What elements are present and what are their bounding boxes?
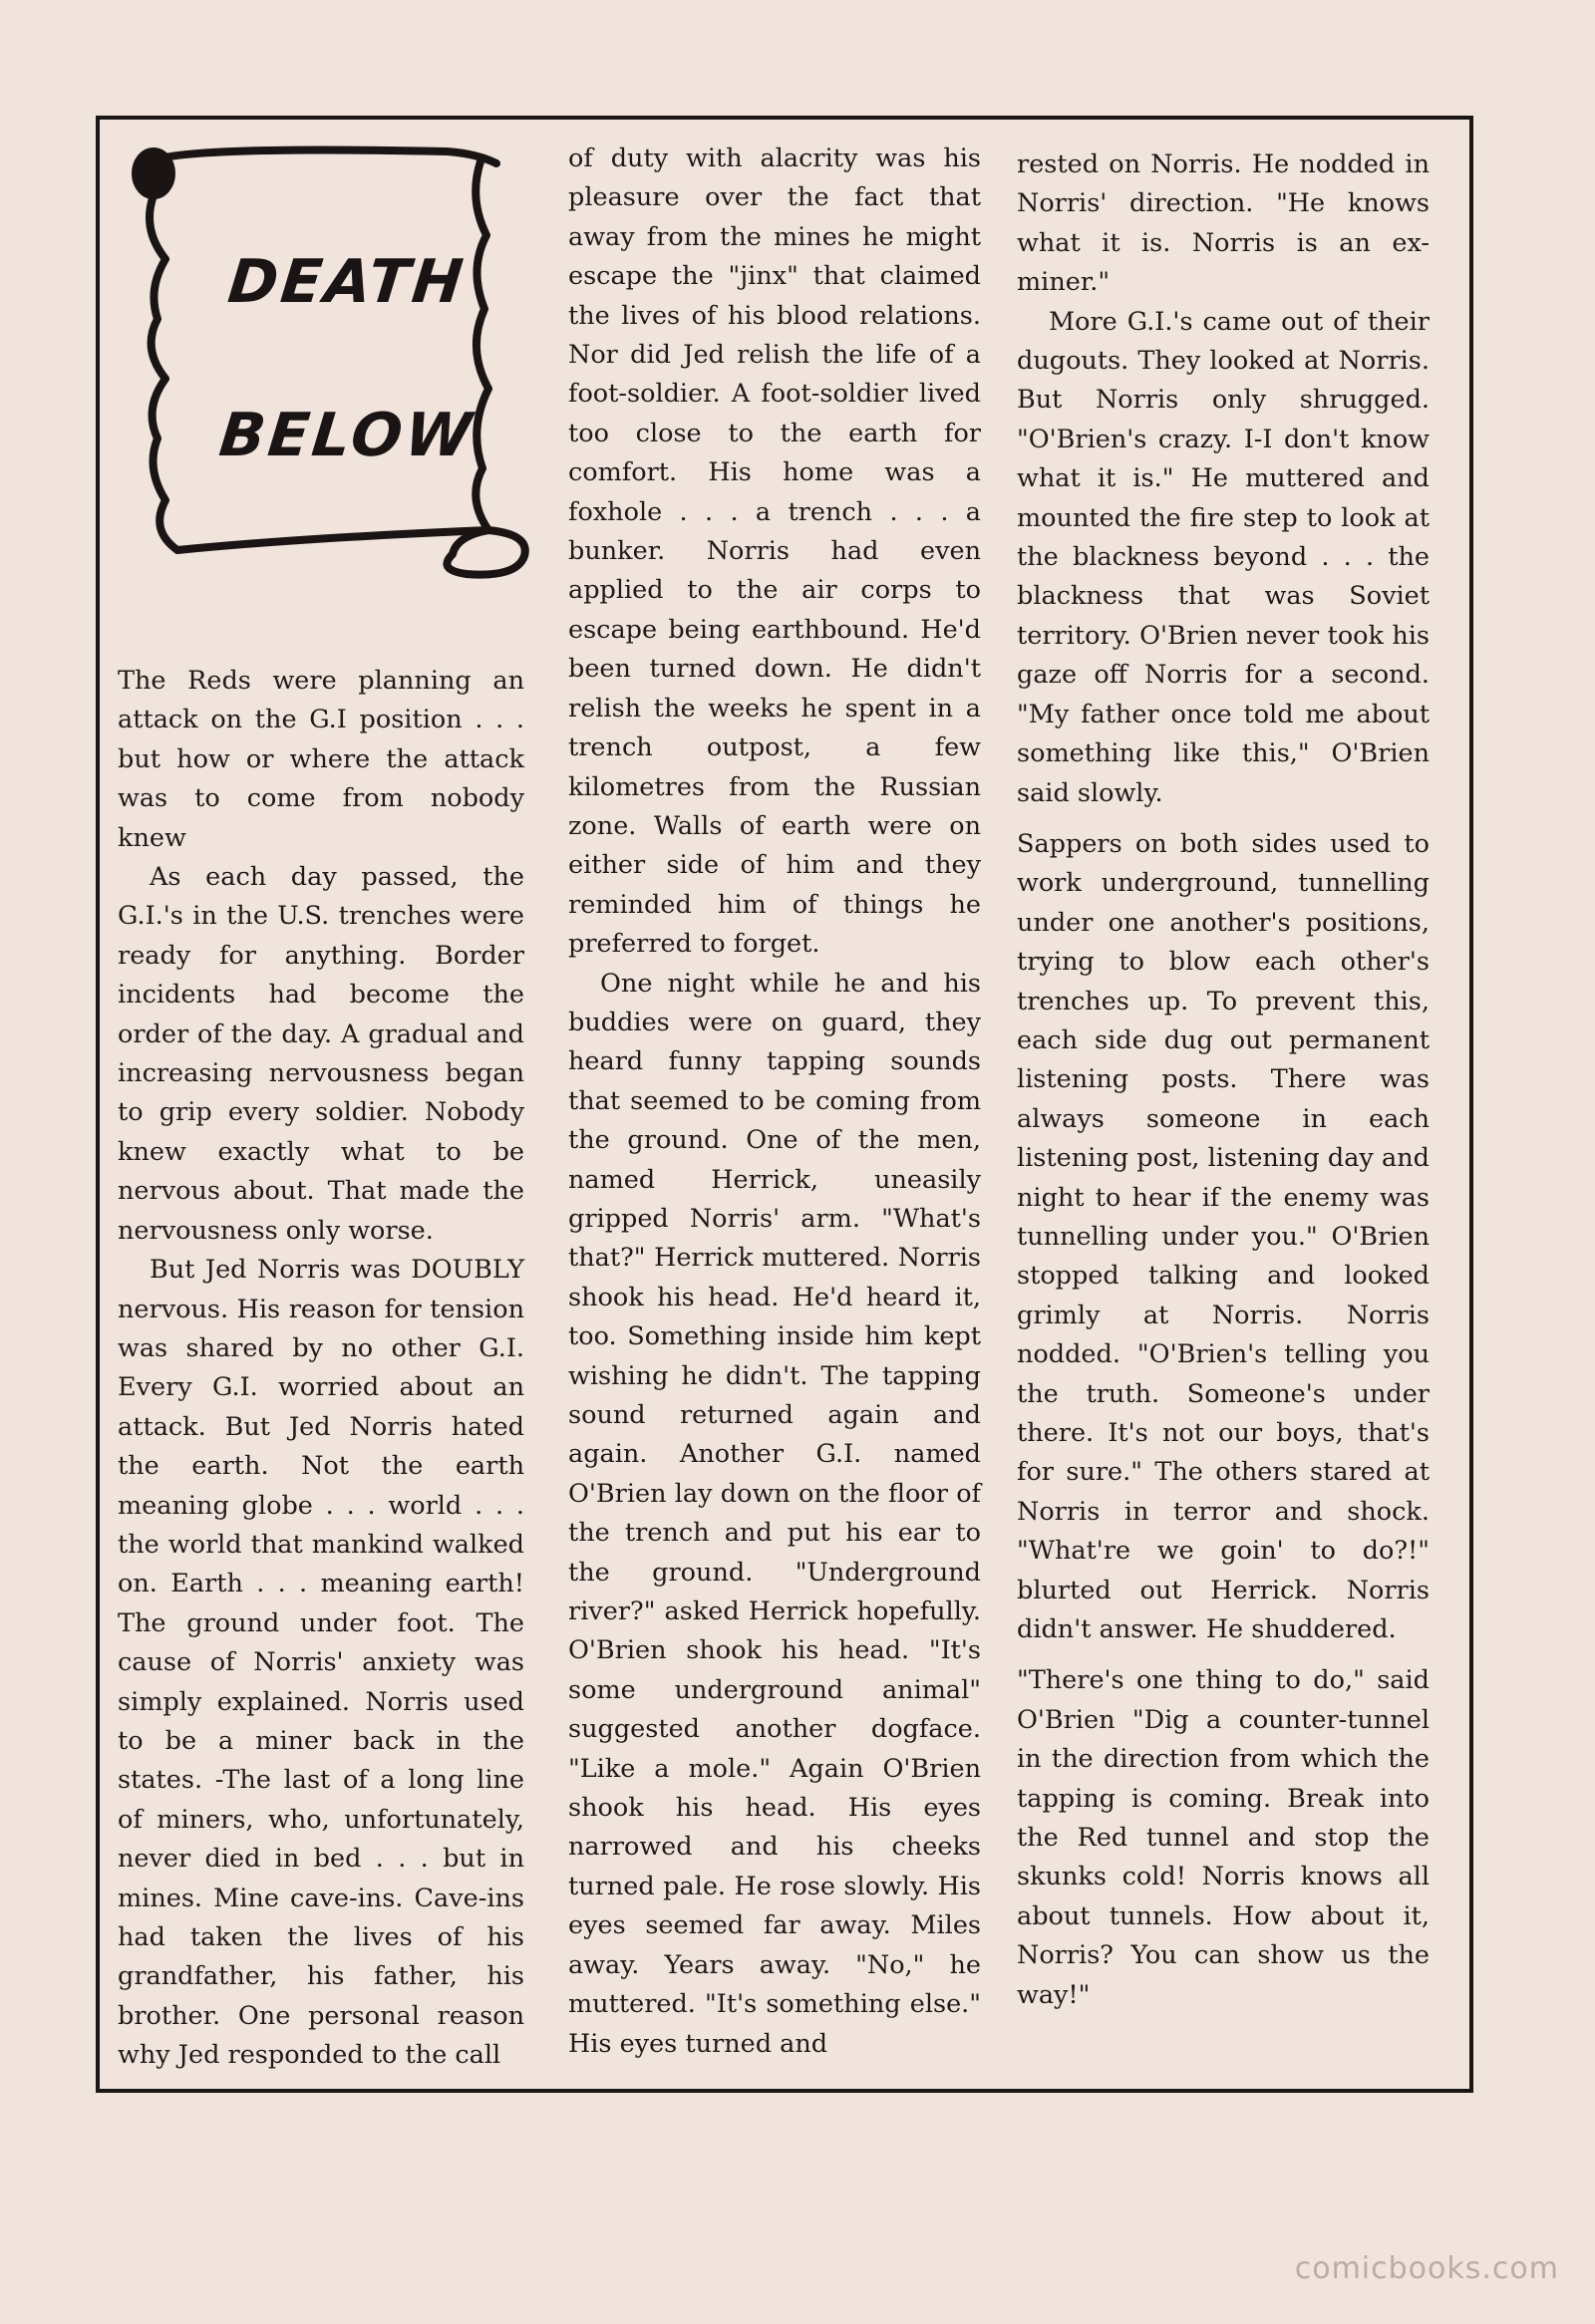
scroll-icon (118, 140, 546, 598)
paragraph: More G.I.'s came out of their dugouts. They looked at Norris. But Norris only shrugged. "O'Brien's crazy. I-I don't know what it is." He muttered and mounted the fire step to look at the blackness beyond . . . the blackness that was Soviet territory. O'Brien never took his gaze off Norris for a second. "My father once told me about something like this," O'Brien said slowly. (1017, 306, 1430, 808)
paragraph: But Jed Norris was DOUBLY nervous. His reason for tension was shared by no other G.I. Every G.I. worried about an attack. But Jed Norris hated the earth. Not the earth meaning globe . . . world . . . the world that mankind walked on. Earth . . . meaning earth! The ground under foot. The cause of Norris' anxiety was simply explained. Norris used to be a miner back in the states. -The last of a long line of miners, who, unfortunately, never died in bed . . . but in mines. Mine cave-ins. Cave-ins had taken the lives of his grandfather, his father, his brother. One personal reason why Jed responded to the call (118, 1255, 524, 2071)
paragraph: One night while he and his buddies were on guard, they heard funny tapping sounds that seemed to be coming from the ground. One of the men, named Herrick, uneasily gripped Norris' arm. "What's that?" Herrick muttered. Norris shook his head. He'd heard it, too. Something inside him kept wishing he didn't. The tapping sound returned again and again. Another G.I. named O'Brien lay down on the floor of the trench and put his ear to the ground. "Underground river?" asked Herrick hopefully. O'Brien shook his head. "It's some underground animal" suggested another dogface. "Like a mole." Again O'Brien shook his head. His eyes narrowed and his cheeks turned pale. He rose slowly. His eyes seemed far away. Miles away. Years away. "No," he muttered. "It's something else." His eyes turned and (568, 968, 981, 2059)
column-3 (1017, 145, 1430, 2015)
column-1 (118, 662, 524, 2076)
column-2 (568, 140, 981, 2064)
paragraph: rested on Norris. He nodded in Norris' direction. "He knows what it is. Norris is an ex-miner." (1017, 149, 1430, 298)
paragraph: As each day passed, the G.I.'s in the U.S. trenches were ready for anything. Border incidents had become the order of the day. A gradual and increasing nervousness began to grip every soldier. Nobody knew exactly what to be nervous about. That made the nervousness only worse. (118, 862, 524, 1246)
paragraph: "There's one thing to do," said O'Brien "Dig a counter-tunnel in the direction from which the tapping is coming. Break into the Red tunnel and stop the skunks cold! Norris knows all about tunnels. How about it, Norris? You can show us the way!" (1017, 1665, 1430, 2010)
title-scroll (118, 140, 546, 598)
paragraph: Sappers on both sides used to work underground, tunnelling under one another's positions, trying to blow each other's trenches up. To prevent this, each side dug out permanent listening posts. There was always someone in each listening post, listening day and night to hear if the enemy was tunnelling under you." O'Brien stopped talking and looked grimly at Norris. Norris nodded. "O'Brien's telling you the truth. Someone's under there. It's not our boys, that's for sure." The others stared at Norris in terror and shock. "What're we goin' to do?!" blurted out Herrick. Norris didn't answer. He shuddered. (1017, 828, 1430, 1645)
intro-paragraph: The Reds were planning an attack on the G.I position . . . but how or where the attack was to come from nobody knew (118, 666, 524, 853)
watermark: comicbooks.com (1294, 2251, 1559, 2286)
paragraph: of duty with alacrity was his pleasure over the fact that away from the mines he might escape the "jinx" that claimed the lives of his blood relations. Nor did Jed relish the life of a foot-soldier. A foot-soldier lived too close to the earth for comfort. His home was a foxhole . . . a trench . . . a bunker. Norris had even applied to the air corps to escape being earthbound. He'd been turned down. He didn't relish the weeks he spent in a trench outpost, a few kilometres from the Russian zone. Walls of earth were on either side of him and they reminded him of things he preferred to forget. (568, 144, 981, 960)
title-line-2: BELOW (215, 401, 478, 470)
title-line-1: DEATH (224, 247, 470, 317)
